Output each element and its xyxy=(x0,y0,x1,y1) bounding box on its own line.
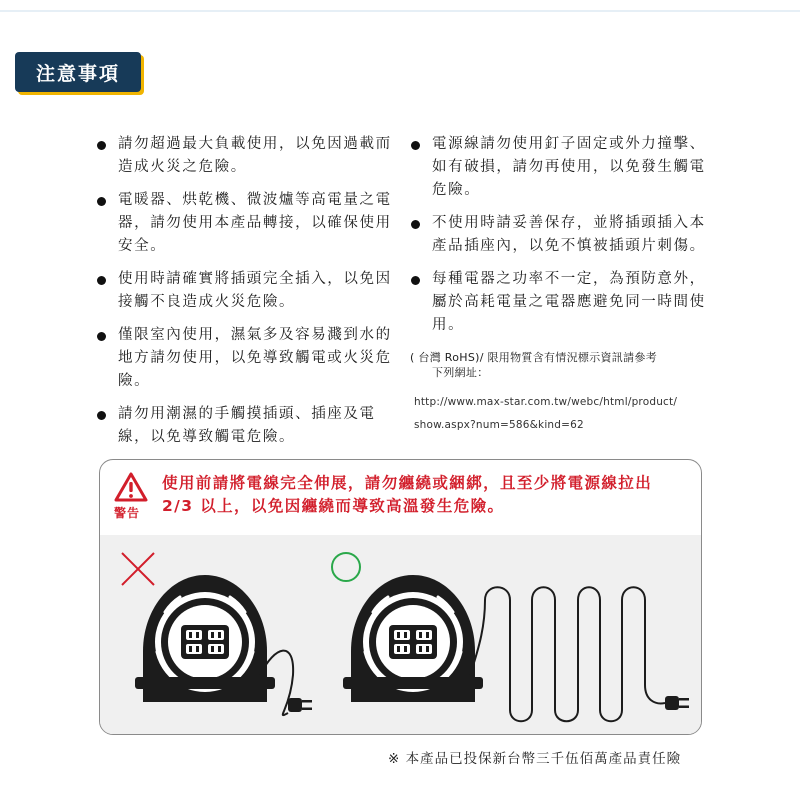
notice-item: 電源線請勿使用釘子固定或外力撞擊、如有破損，請勿再使用，以免發生觸電危險。 xyxy=(410,133,710,202)
warning-label: 警告 xyxy=(114,506,141,520)
notice-item: 每種電器之功率不一定，為預防意外，屬於高耗電量之電器應避免同一時間使用。 xyxy=(410,268,710,337)
rohs-note xyxy=(410,350,720,380)
right-notice-list xyxy=(410,133,710,347)
illustration-area xyxy=(100,535,701,734)
circle-check-icon xyxy=(332,553,360,581)
top-divider xyxy=(0,10,800,12)
notice-item: 僅限室內使用，濕氣多及容易濺到水的地方請勿使用，以免導致觸電或火災危險。 xyxy=(96,324,396,393)
rohs-url-line-1[interactable]: http://www.max-star.com.tw/webc/html/product/ xyxy=(414,396,678,408)
notice-item: 請勿超過最大負載使用，以免因過載而造成火災之危險。 xyxy=(96,133,396,179)
rohs-line-2: 下列網址： xyxy=(432,366,489,379)
left-notice-list xyxy=(96,133,396,459)
warning-triangle-icon xyxy=(114,472,148,502)
cord-reel-wrong xyxy=(135,575,275,702)
warning-text: 使用前請將電線完全伸展，請勿纏繞或綑綁，且至少將電源線拉出 2/3 以上，以免因纏繞而導致高溫發生危險。 xyxy=(162,474,653,515)
notice-item: 電暖器、烘乾機、微波爐等高電量之電器，請勿使用本產品轉接，以確保使用安全。 xyxy=(96,189,396,258)
insurance-note: ※ 本產品已投保新台幣三千伍佰萬產品責任險 xyxy=(388,751,682,767)
notice-item: 不使用時請妥善保存，並將插頭插入本產品插座內，以免不慎被插頭片刺傷。 xyxy=(410,212,710,258)
cord-reel-illustration xyxy=(100,535,701,734)
cord-reel-right xyxy=(343,575,483,702)
notice-item: 使用時請確實將插頭完全插入，以免因接觸不良造成火災危險。 xyxy=(96,268,396,314)
plug-icon xyxy=(288,698,312,712)
rohs-url-line-2[interactable]: show.aspx?num=586&kind=62 xyxy=(414,419,584,431)
cross-icon xyxy=(122,553,154,585)
section-title-badge xyxy=(15,52,141,92)
warning-panel xyxy=(99,459,702,735)
section-title: 注意事項 xyxy=(35,62,120,85)
notice-item: 請勿用潮濕的手觸摸插頭、插座及電線，以免導致觸電危險。 xyxy=(96,403,396,449)
rohs-line-1: ( 台灣 RoHS)/ 限用物質含有情況標示資訊請參考 xyxy=(410,351,658,364)
plug-icon xyxy=(665,696,689,710)
